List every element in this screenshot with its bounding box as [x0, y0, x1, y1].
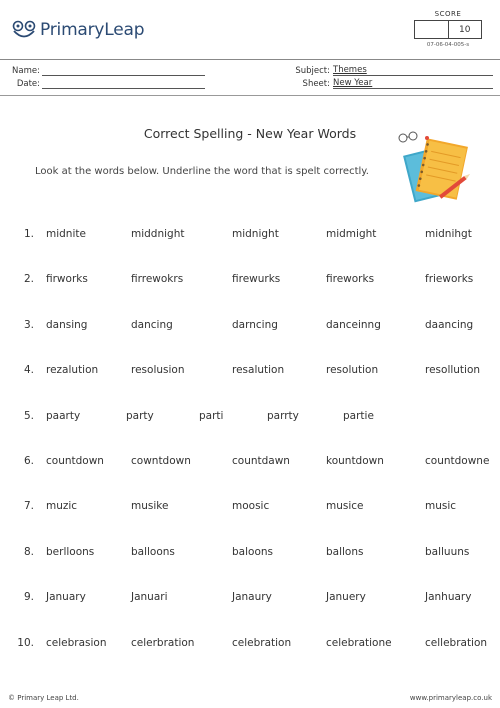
word-option[interactable]: Januari: [131, 591, 168, 604]
word-option[interactable]: fireworks: [326, 273, 375, 286]
question-number: 2.: [23, 273, 34, 286]
word-option[interactable]: celerbration: [131, 636, 195, 649]
question-row: [0, 591, 500, 609]
question-row: [0, 228, 500, 246]
question-row: [0, 455, 500, 473]
sheet-value: New Year: [333, 78, 493, 89]
word-option[interactable]: cowntdown: [131, 455, 191, 467]
name-field: [8, 65, 205, 76]
frog-logo-icon: [12, 20, 36, 40]
word-option[interactable]: partie: [343, 409, 374, 422]
word-option[interactable]: firewurks: [232, 273, 281, 286]
question-number: 3.: [23, 318, 34, 331]
word-option[interactable]: balloons: [131, 545, 175, 558]
word-option[interactable]: celebratione: [326, 636, 392, 649]
word-option[interactable]: baloons: [232, 545, 273, 558]
header-divider: [0, 59, 500, 60]
question-number: 10.: [17, 636, 34, 649]
brand-name: PrimaryLeap: [40, 20, 145, 40]
word-option[interactable]: countdawn: [232, 455, 290, 467]
word-option[interactable]: firworks: [46, 273, 88, 286]
word-option[interactable]: musice: [326, 500, 364, 513]
question-number: 5.: [23, 409, 34, 422]
word-option[interactable]: middnight: [131, 228, 185, 240]
question-number: 8.: [23, 545, 34, 558]
word-option[interactable]: darncing: [232, 318, 278, 331]
score-input[interactable]: [415, 21, 449, 38]
score-total: 10: [459, 24, 471, 35]
word-option[interactable]: resolution: [326, 364, 379, 377]
notebook-pencil-illustration: [397, 128, 477, 206]
name-line[interactable]: [42, 65, 205, 76]
sheet-field: [286, 78, 493, 89]
word-option[interactable]: midnite: [46, 228, 86, 240]
question-row: [0, 364, 500, 382]
question-row: [0, 273, 500, 291]
word-option[interactable]: music: [425, 500, 457, 513]
question-number: 9.: [23, 591, 34, 604]
word-option[interactable]: musike: [131, 500, 169, 513]
word-option[interactable]: muzic: [46, 500, 78, 513]
word-option[interactable]: frieworks: [425, 273, 474, 286]
word-option[interactable]: kountdown: [326, 455, 384, 467]
name-label: Name:: [12, 66, 40, 76]
word-option[interactable]: celebrasion: [46, 636, 107, 649]
score-fields: [414, 20, 482, 39]
word-option[interactable]: dancing: [131, 318, 173, 331]
word-option[interactable]: rezalution: [46, 364, 99, 377]
footer-url[interactable]: www.primaryleap.co.uk: [409, 694, 492, 702]
word-option[interactable]: paarty: [46, 409, 81, 422]
date-field: [8, 78, 205, 89]
word-option[interactable]: firrewokrs: [131, 273, 184, 286]
footer-copyright: © Primary Leap Ltd.: [8, 694, 79, 702]
question-row: [0, 500, 500, 518]
instructions-text: Look at the words below. Underline the word that is spelt correctly.: [35, 166, 369, 177]
question-number: 6.: [23, 455, 34, 467]
subject-value: Themes: [333, 65, 493, 76]
brand-logo: [12, 20, 144, 40]
question-number: 4.: [23, 364, 34, 377]
word-option[interactable]: midnihgt: [425, 228, 472, 240]
question-number: 1.: [23, 228, 34, 240]
score-box: [414, 10, 482, 48]
question-row: [0, 319, 500, 337]
sheet-code: 07-06-04-005-s: [426, 42, 470, 48]
word-option[interactable]: January: [46, 591, 86, 604]
word-option[interactable]: party: [126, 409, 154, 422]
word-option[interactable]: resalution: [232, 364, 285, 377]
word-option[interactable]: parrty: [267, 409, 299, 422]
question-row: [0, 546, 500, 564]
word-option[interactable]: dansing: [46, 318, 88, 331]
word-option[interactable]: celebration: [232, 636, 292, 649]
date-line[interactable]: [42, 78, 205, 89]
question-row: [0, 410, 500, 428]
word-option[interactable]: resolusion: [131, 364, 185, 377]
fields-divider: [0, 95, 500, 96]
word-option[interactable]: Janhuary: [425, 591, 472, 604]
question-row: [0, 637, 500, 655]
word-option[interactable]: countdown: [46, 455, 104, 467]
word-option[interactable]: countdowne: [425, 455, 490, 467]
word-option[interactable]: resollution: [425, 364, 481, 377]
word-option[interactable]: balluuns: [425, 545, 470, 558]
word-option[interactable]: midnight: [232, 228, 279, 240]
word-option[interactable]: moosic: [232, 500, 270, 513]
question-number: 7.: [23, 500, 34, 513]
word-option[interactable]: cellebration: [425, 636, 488, 649]
word-option[interactable]: parti: [199, 409, 224, 422]
word-option[interactable]: Janaury: [232, 591, 272, 604]
subject-field: [286, 65, 493, 76]
word-option[interactable]: Januery: [326, 591, 366, 604]
word-option[interactable]: daancing: [425, 318, 474, 331]
word-option[interactable]: midmight: [326, 228, 377, 240]
score-label: SCORE: [434, 10, 462, 18]
worksheet-title: Correct Spelling - New Year Words: [143, 126, 357, 141]
sheet-label: Sheet:: [302, 79, 330, 89]
word-option[interactable]: ballons: [326, 545, 364, 558]
word-option[interactable]: berlloons: [46, 545, 95, 558]
date-label: Date:: [16, 79, 40, 89]
subject-label: Subject:: [295, 66, 330, 76]
word-option[interactable]: danceinng: [326, 318, 381, 331]
